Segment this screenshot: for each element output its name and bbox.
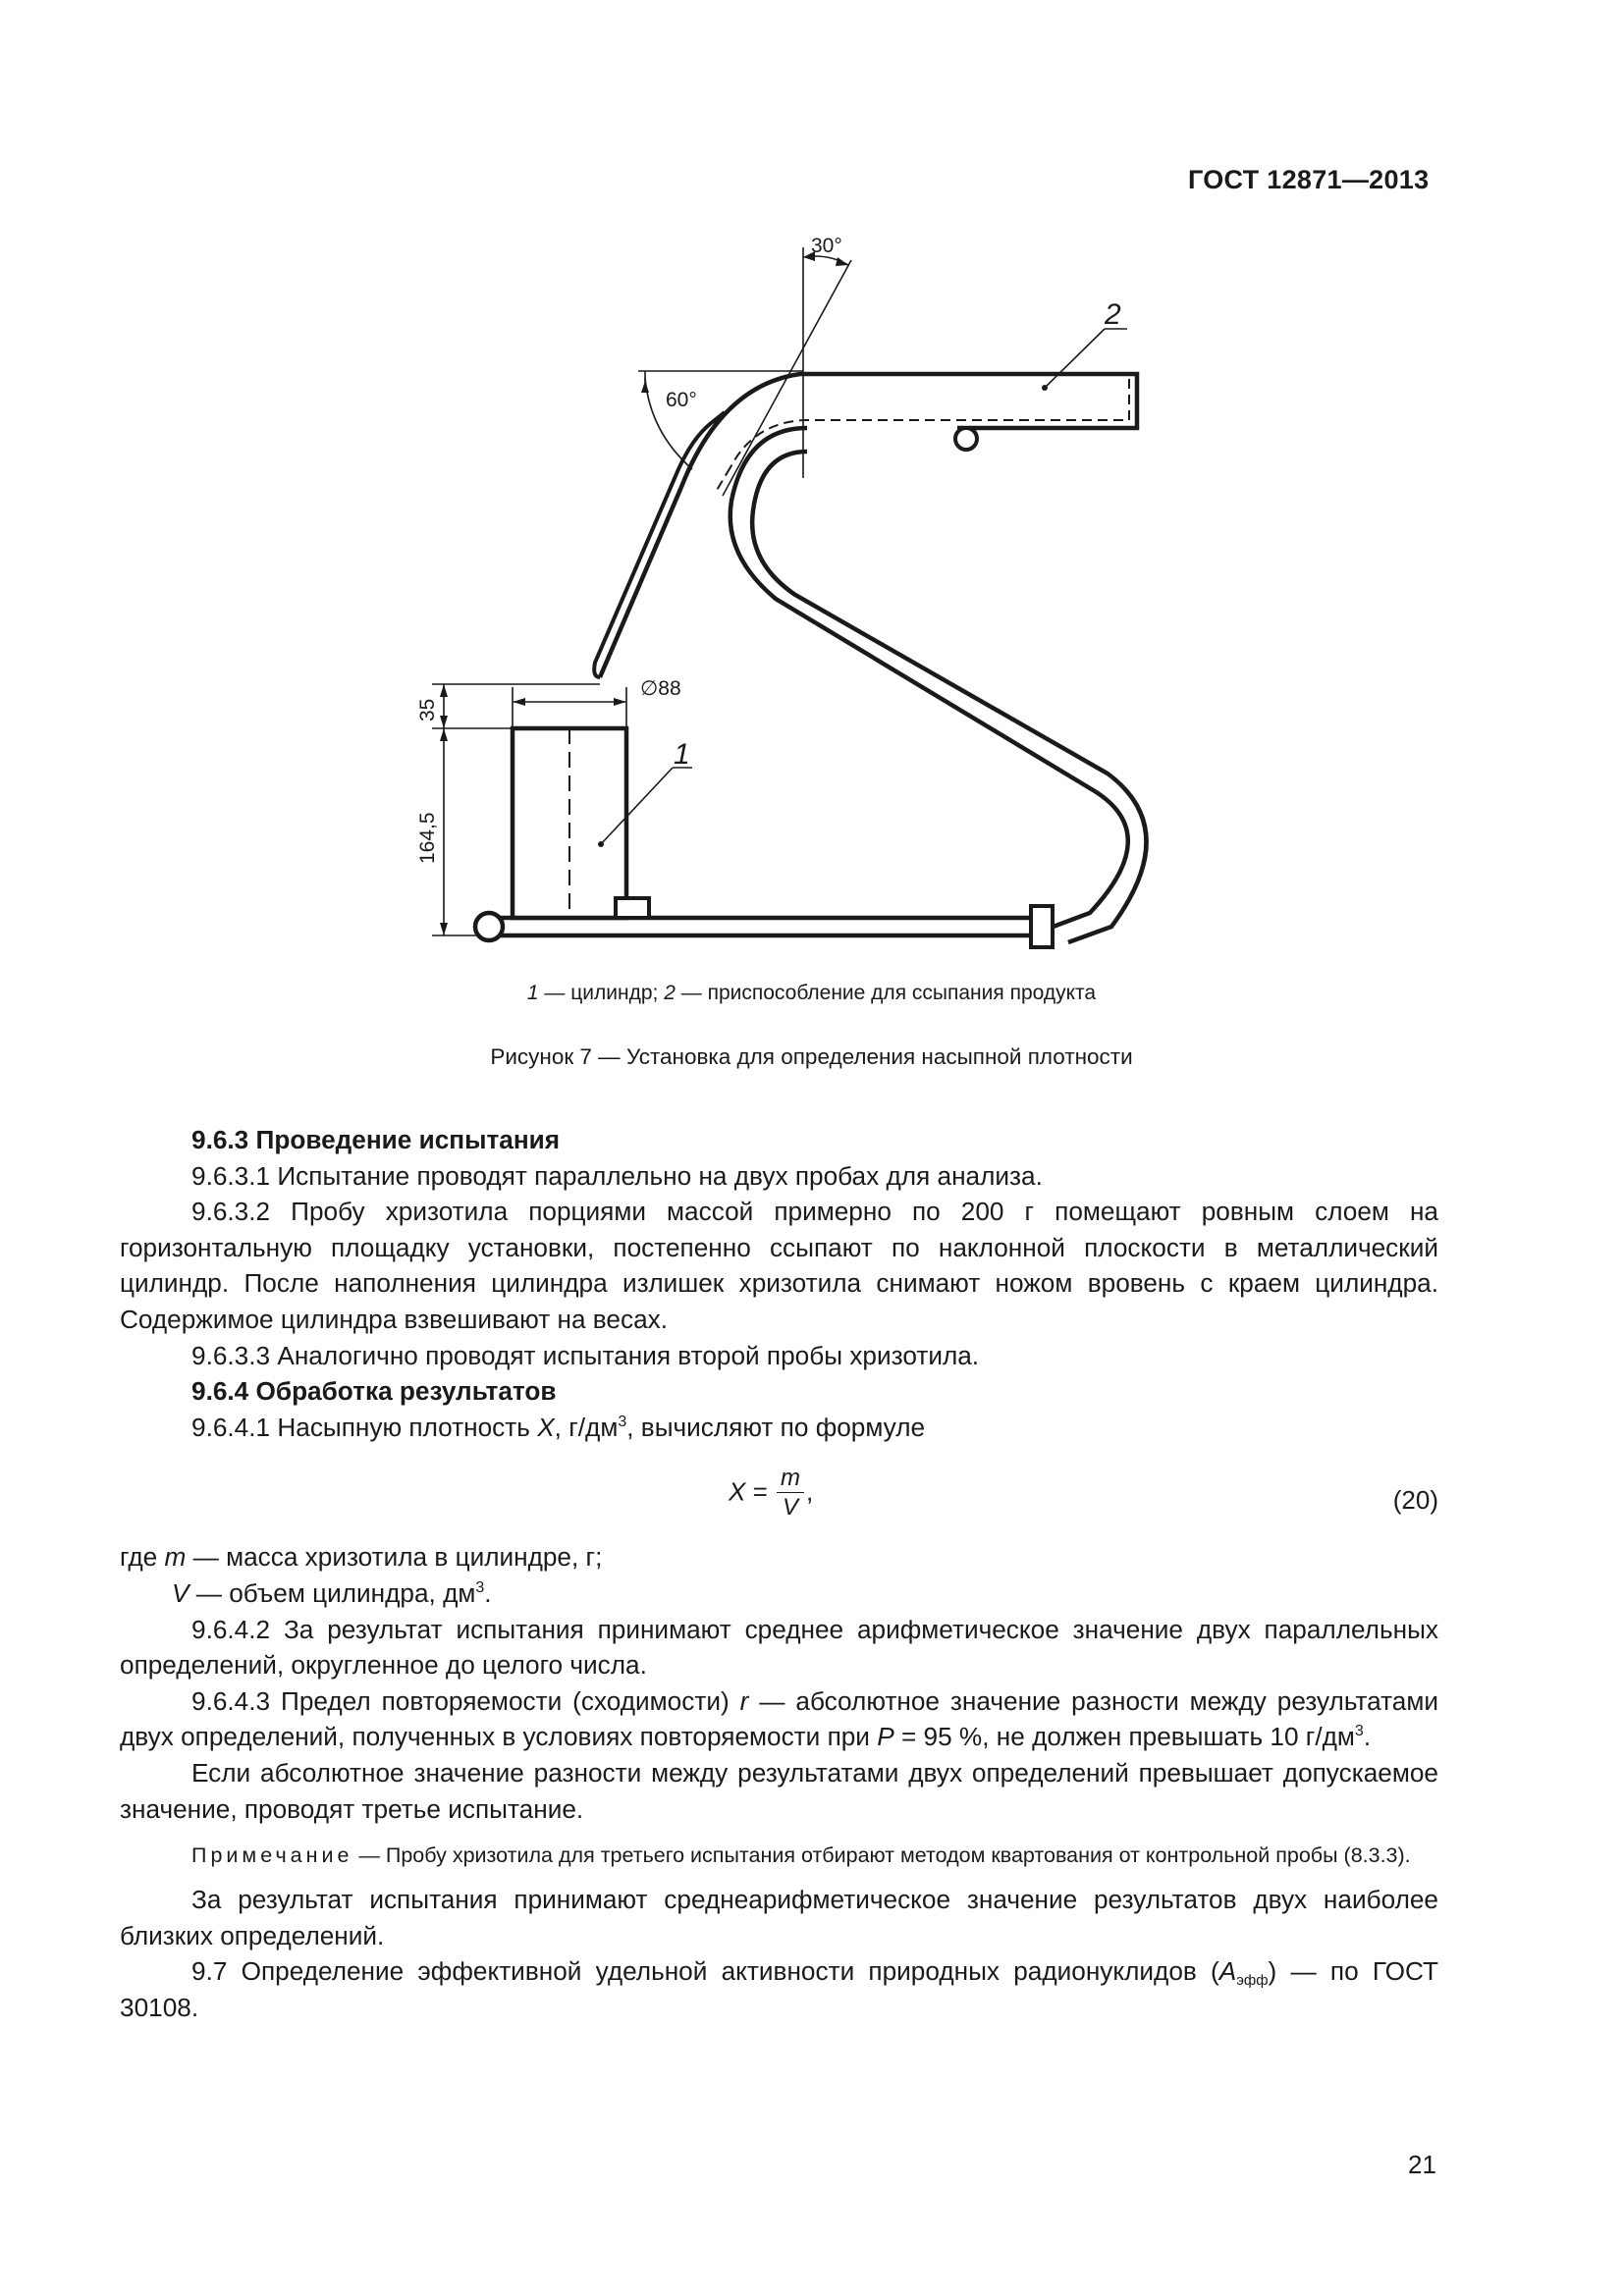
cylinder-height-label: 164,5: [416, 812, 439, 864]
section-9-6-3-heading: 9.6.3 Проведение испытания: [191, 1125, 561, 1154]
angle-60-label: 60°: [666, 389, 697, 411]
paragraph-9-6-4-2: 9.6.4.2 За результат испытания принимают среднее арифметическое значение двух параллельных определений, округленное до целого числа.: [120, 1614, 1438, 1681]
note: Примечание — Пробу хризотила для третьего испытания отбирают методом квартования от контрольной пробы (8.3.3).: [191, 1843, 1411, 1868]
paragraph-9-6-4-1: 9.6.4.1 Насыпную плотность X, $г/дм^3$, вычисляют по формуле: [191, 1412, 926, 1442]
document-body: [120, 1122, 1438, 2025]
formula-number: (20): [1392, 1485, 1438, 1516]
figure-caption: Рисунок 7 — Установка для определения насыпной плотности: [490, 1044, 1133, 1069]
paragraph-result: За результат испытания принимают среднеарифметическое значение результатов двух наиболее близких определений.: [120, 1885, 1438, 1950]
part-2-label: 2: [1105, 298, 1121, 331]
figure-7-diagram: [393, 221, 1159, 957]
paragraph-9-6-3-1: 9.6.3.1 Испытание проводят параллельно на двух пробах для анализа.: [191, 1160, 1043, 1191]
paragraph-9-7: 9.7 Определение эффективной удельной активности природных радионуклидов $(A_{эфф})$ — по ГОСТ 30108.: [120, 1956, 1438, 2022]
paragraph-9-6-3-3: 9.6.3.3 Аналогично проводят испытания второй пробы хризотила.: [191, 1340, 980, 1370]
formula-20: X = $\frac{m}{V}$ , (20): [729, 1465, 1438, 1522]
paragraph-9-6-3-2: 9.6.3.2 Пробу хризотила порциями массой примерно по 200 г помещают ровным слоем на горизонтальную площадку установки, постепенно ссыпают по наклонной плоскости в металлический цилиндр. После наполнения цилиндра излишек хризотила снимают ножом вровень с краем цилиндра. Содержимое цилиндра взвешивают на весах.: [120, 1197, 1438, 1334]
section-9-6-4-heading: 9.6.4 Обработка результатов: [191, 1376, 557, 1407]
page-number: 21: [1408, 2150, 1436, 2179]
figure-legend: 1 — цилиндр; 2 — приспособление для ссыпания продукта: [526, 982, 1097, 1004]
where-m: где m — масса хризотила в цилиндре, г;: [120, 1542, 603, 1573]
document-header: ГОСТ 12871—2013: [1188, 165, 1430, 194]
paragraph-9-6-4-3: 9.6.4.3 Предел повторяемости (сходимости) r — абсолютное значение разности между результатами двух определений, полученных в условиях повторяемости при P = 95 %, не должен превышать 10 $г/дм^3$.: [120, 1685, 1439, 1752]
gap-dimension-label: 35: [416, 698, 439, 721]
diameter-label: ∅88: [640, 677, 681, 700]
angle-30-label: 30°: [811, 235, 842, 257]
part-1-label: 1: [674, 738, 690, 771]
where-v: V — объем цилиндра, $дм^3$.: [172, 1577, 492, 1608]
paragraph-third-test: Если абсолютное значение разности между результатами двух определений превышает допускаемое значение, проводят третье испытание.: [120, 1757, 1438, 1824]
